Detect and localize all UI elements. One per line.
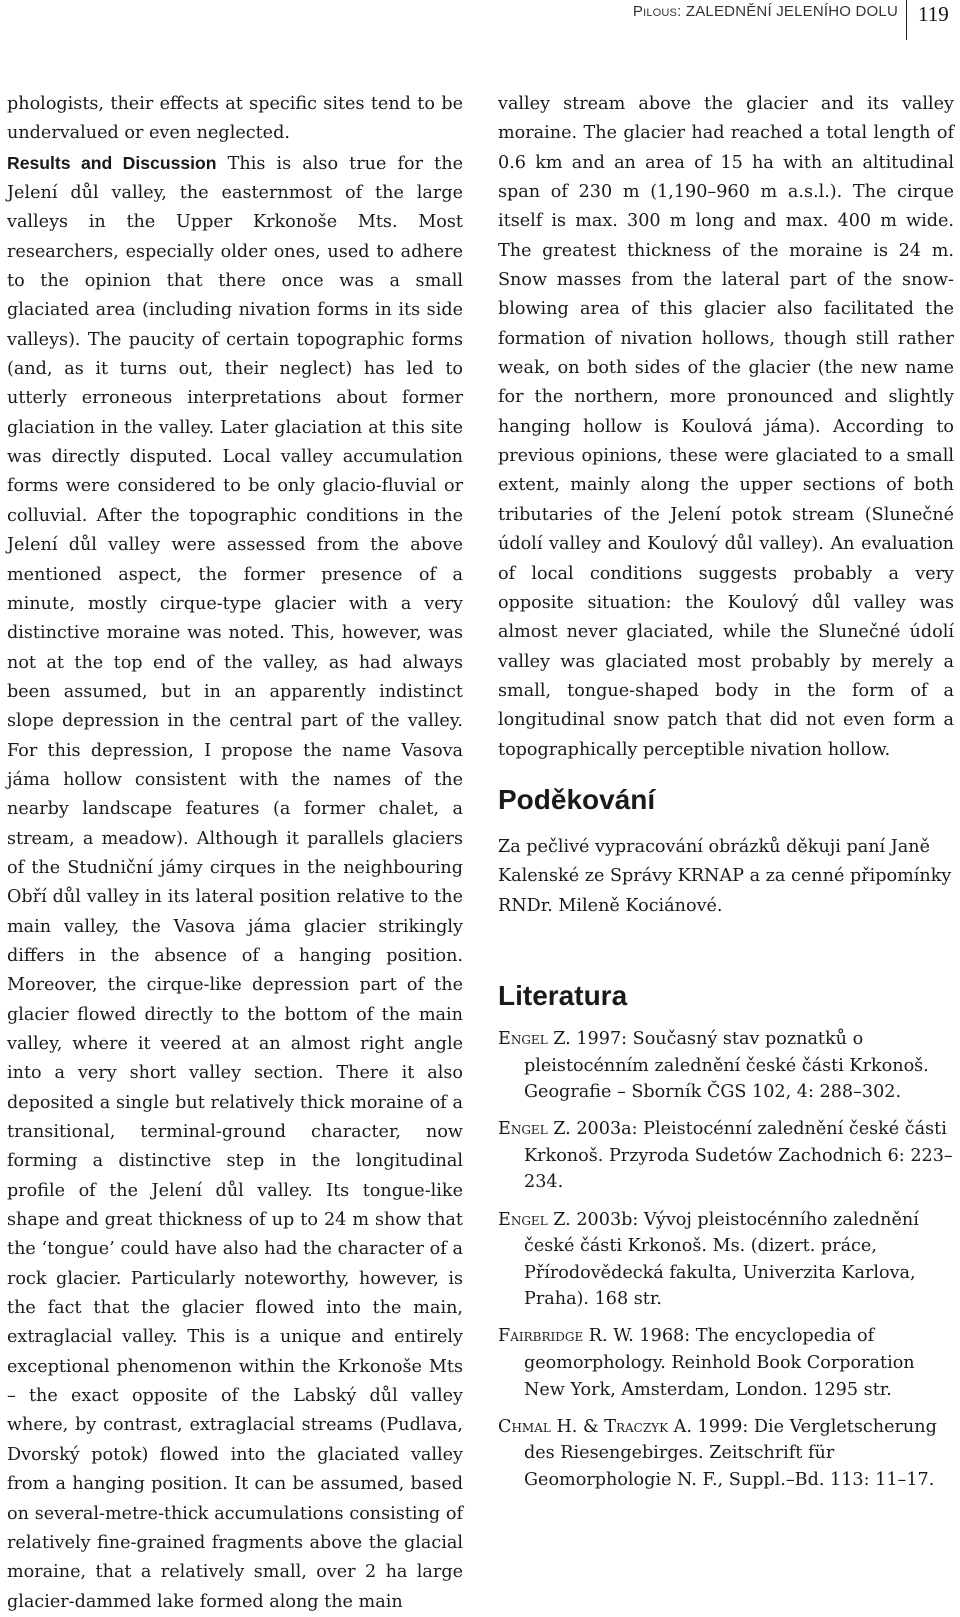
reference-author: Engel Z. <box>498 1029 571 1049</box>
reference-item <box>498 1414 958 1494</box>
running-head-colon: : <box>677 3 686 20</box>
paragraph-results-text: This is also true for the Jelení důl valley, the easternmost of the large valleys in the Upper Krkonoše Mts. Most researchers, especially older ones, used to adhere to the opinion that there once was a small glaciated area (including nivation forms in its side valleys). The paucity of certain topographic forms (and, as it turns out, their neglect) has led to utterly erroneous interpretations about former glaciation in the valley. Later glaciation at this site was directly disputed. Local valley accumulation forms were considered to be only glacio-fluvial or colluvial. After the topographic conditions in the Jelení důl valley were assessed from the above mentioned aspect, the former presence of a minute, mostly cirque-type glacier with a very distinctive moraine was noted. This, however, was not at the top end of the valley, as had always been assumed, but in an apparently indistinct slope depression in the central part of the valley. For this depression, I propose the name Vasova jáma hollow consistent with the names of the nearby landscape features (a former chalet, a stream, a meadow). Although it parallels glaciers of the Studniční jámy cirques in the neighbouring Obří důl valley in its lateral position relative to the main valley, the Vasova jáma glacier strikingly differs in the absence of a hanging position. Moreover, the cirque-like depression part of the glacier flowed directly to the bottom of the main valley, where it veered at an almost right angle into a very short valley section. There it also deposited a single but relatively thick moraine of a transitional, terminal-ground character, now forming a distinctive step in the longitudinal profile of the Jelení důl valley. Its tongue-like shape and great thickness of up to 24 m show that the ‘tongue’ could have also had the character of a rock glacier. Particularly noteworthy, however, is the fact that the glacier flowed into the main, extraglacial valley. This is a unique and entirely exceptional phenomenon within the Krkonoše Mts – the exact opposite of the Labský důl valley where, by contrast, extraglacial streams (Pudlava, Dvorský potok) flowed into the glaciated valley from a hanging position. It can be assumed, based on several-metre-thick accumulations consisting of relatively fine-grained fragments above the glacial moraine, that a relatively small, over 2 ha large glacier-dammed lake formed along the main <box>7 153 463 1612</box>
reference-author: Chmal H. & Traczyk A. <box>498 1416 692 1437</box>
reference-author: Engel Z. <box>498 1119 571 1140</box>
reference-item <box>498 1323 958 1403</box>
reference-list <box>498 1026 958 1504</box>
paragraph-continuation: phologists, their effects at specific sites tend to be undervalued or even neglected. <box>7 94 463 144</box>
right-column <box>498 90 954 765</box>
section-runin-heading: Results and Discussion <box>7 152 217 173</box>
acknowledgements-heading: Poděkování <box>498 784 656 815</box>
reference-author: Engel Z. <box>498 1209 571 1230</box>
running-head <box>633 3 898 20</box>
reference-text: 2003a: Pleistocénní zalednění české části Krkonoš. Przyroda Sudetów Zachodnich 6: 223–234. <box>524 1119 953 1193</box>
reference-text: 1968: The encyclopedia of geomorphology. Reinhold Book Corporation New York, Amsterdam, London. 1295 str. <box>524 1326 915 1400</box>
header-divider <box>906 0 907 40</box>
page-number: 119 <box>918 2 949 26</box>
paragraph-continued: valley stream above the glacier and its valley moraine. The glacier had reached a total length of 0.6 km and an area of 15 ha with an altitudinal span of 230 m (1,190–960 m a.s.l.). The cirque itself is max. 300 m long and max. 400 m wide. The greatest thickness of the moraine is 24 m. Snow masses from the lateral part of the snow-blowing area of this glacier also facilitated the formation of nivation hollows, though still rather weak, on both sides of the glacier (the new name for the northern, more pronounced and slightly hanging hollow is Koulová jáma). According to previous opinions, these were glaciated to a small extent, mainly along the upper sections of both tributaries of the Jelení potok stream (Slunečné údolí valley and Koulový důl valley). An evaluation of local conditions suggests probably a very opposite situation: the Koulový důl valley was almost never glaciated, while the Slunečné údolí valley was glaciated most probably by merely a small, tongue-shaped body in the form of a longitudinal snow patch that did not even form a topographically perceptible nivation hollow. <box>498 94 954 760</box>
running-head-title: ZALEDNĚNÍ JELENÍHO DOLU <box>685 3 898 20</box>
paragraph-results <box>7 149 463 1617</box>
reference-item <box>498 1026 958 1106</box>
running-head-author: Pilous <box>632 3 678 20</box>
reference-text: 1997: Současný stav poznatků o pleistocénním zalednění české části Krkonoš. Geografie – Sborník ČGS 102, 4: 288–302. <box>524 1029 929 1103</box>
literature-heading: Literatura <box>498 980 628 1011</box>
reference-author: Fairbridge R. W. <box>498 1326 634 1347</box>
reference-text: 1999: Die Vergletscherung des Riesengebirges. Zeitschrift für Geomorphologie N. F., Suppl.–Bd. 113: 11–17. <box>524 1416 937 1490</box>
reference-text: 2003b: Vývoj pleistocénního zalednění české části Krkonoš. Ms. (dizert. práce, Přírodovědecká fakulta, Univerzita Karlova, Praha). 168 str. <box>524 1209 919 1310</box>
acknowledgements-text: Za pečlivé vypracování obrázků děkuji paní Janě Kalenské ze Správy KRNAP a za cenné připomínky RNDr. Mileně Kociánové. <box>498 837 952 916</box>
reference-item <box>498 1207 958 1313</box>
running-header <box>0 0 960 48</box>
reference-item <box>498 1116 958 1196</box>
left-column <box>7 90 463 1617</box>
